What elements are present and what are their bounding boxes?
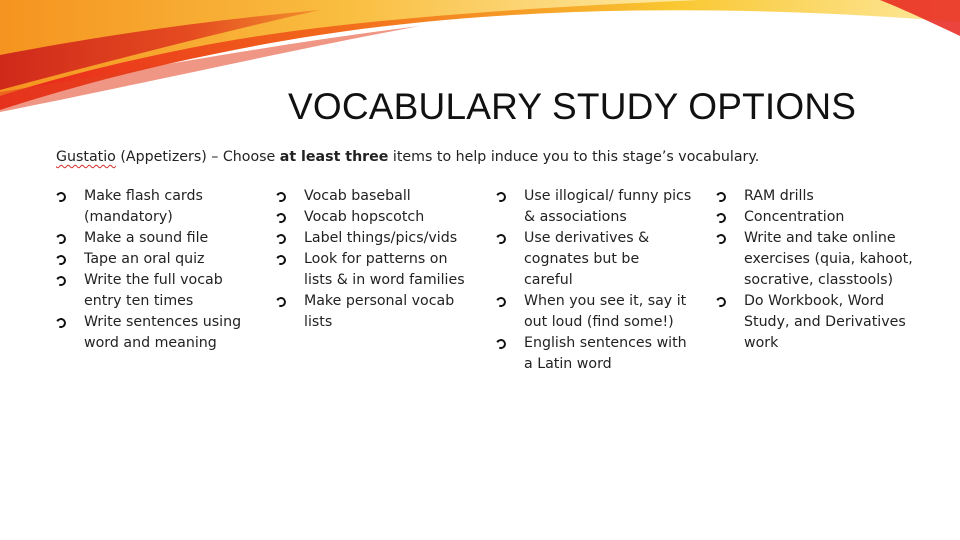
circle-bullet-icon bbox=[275, 296, 288, 309]
options-column-4 bbox=[716, 186, 916, 354]
circle-bullet-icon bbox=[495, 191, 508, 204]
circle-bullet-icon bbox=[715, 296, 728, 309]
list-item-text: Write the full vocab entry ten times bbox=[84, 272, 223, 309]
options-column-2 bbox=[276, 186, 476, 333]
list-item bbox=[716, 207, 916, 228]
intro-emphasis: at least three bbox=[279, 149, 389, 165]
list-item-text: Concentration bbox=[744, 209, 845, 225]
list-item-text: Tape an oral quiz bbox=[84, 251, 205, 267]
list-item-text: Make personal vocab lists bbox=[304, 293, 455, 330]
list-item bbox=[716, 228, 916, 291]
circle-bullet-icon bbox=[55, 191, 68, 204]
list-item-text: RAM drills bbox=[744, 188, 814, 204]
list-item-text: Do Workbook, Word Study, and Derivatives work bbox=[744, 293, 906, 351]
intro-text-part: items to help induce you to this stage’s vocabulary. bbox=[388, 149, 760, 165]
options-column-1 bbox=[56, 186, 256, 354]
circle-bullet-icon bbox=[715, 212, 728, 225]
intro-sentence bbox=[56, 149, 816, 165]
list-item-text: Make a sound file bbox=[84, 230, 209, 246]
list-item-text: Vocab baseball bbox=[304, 188, 411, 204]
circle-bullet-icon bbox=[55, 233, 68, 246]
list-item-text: English sentences with a Latin word bbox=[524, 335, 687, 372]
list-item bbox=[56, 228, 256, 249]
circle-bullet-icon bbox=[495, 233, 508, 246]
circle-bullet-icon bbox=[275, 191, 288, 204]
circle-bullet-icon bbox=[55, 317, 68, 330]
list-item-text: Vocab hopscotch bbox=[304, 209, 425, 225]
list-item bbox=[276, 186, 476, 207]
circle-bullet-icon bbox=[55, 275, 68, 288]
list-item-text: Write sentences using word and meaning bbox=[84, 314, 242, 351]
list-item bbox=[496, 291, 692, 333]
circle-bullet-icon bbox=[275, 233, 288, 246]
list-item bbox=[496, 186, 692, 228]
list-item bbox=[276, 228, 476, 249]
list-item-text: Make flash cards (mandatory) bbox=[84, 188, 203, 225]
list-item bbox=[56, 249, 256, 270]
intro-word-gustatio: Gustatio bbox=[56, 149, 116, 165]
list-item bbox=[276, 207, 476, 228]
list-item bbox=[276, 249, 476, 291]
circle-bullet-icon bbox=[715, 233, 728, 246]
circle-bullet-icon bbox=[275, 254, 288, 267]
circle-bullet-icon bbox=[275, 212, 288, 225]
list-item-text: Write and take online exercises (quia, kahoot, socrative, classtools) bbox=[744, 230, 913, 288]
options-column-3 bbox=[496, 186, 692, 375]
list-item bbox=[56, 312, 256, 354]
intro-text-part: (Appetizers) – Choose bbox=[115, 149, 280, 165]
list-item bbox=[716, 186, 916, 207]
list-item bbox=[496, 228, 692, 291]
circle-bullet-icon bbox=[495, 338, 508, 351]
circle-bullet-icon bbox=[55, 254, 68, 267]
list-item-text: Use illogical/ funny pics & associations bbox=[524, 188, 692, 225]
list-item bbox=[56, 270, 256, 312]
circle-bullet-icon bbox=[495, 296, 508, 309]
list-item bbox=[276, 291, 476, 333]
list-item bbox=[716, 291, 916, 354]
list-item bbox=[496, 333, 692, 375]
slide-title: VOCABULARY STUDY OPTIONS bbox=[288, 86, 857, 127]
list-item-text: When you see it, say it out loud (find some!) bbox=[524, 293, 687, 330]
list-item-text: Look for patterns on lists & in word families bbox=[304, 251, 465, 288]
list-item bbox=[56, 186, 256, 228]
list-item-text: Use derivatives & cognates but be careful bbox=[524, 230, 650, 288]
list-item-text: Label things/pics/vids bbox=[304, 230, 458, 246]
circle-bullet-icon bbox=[715, 191, 728, 204]
